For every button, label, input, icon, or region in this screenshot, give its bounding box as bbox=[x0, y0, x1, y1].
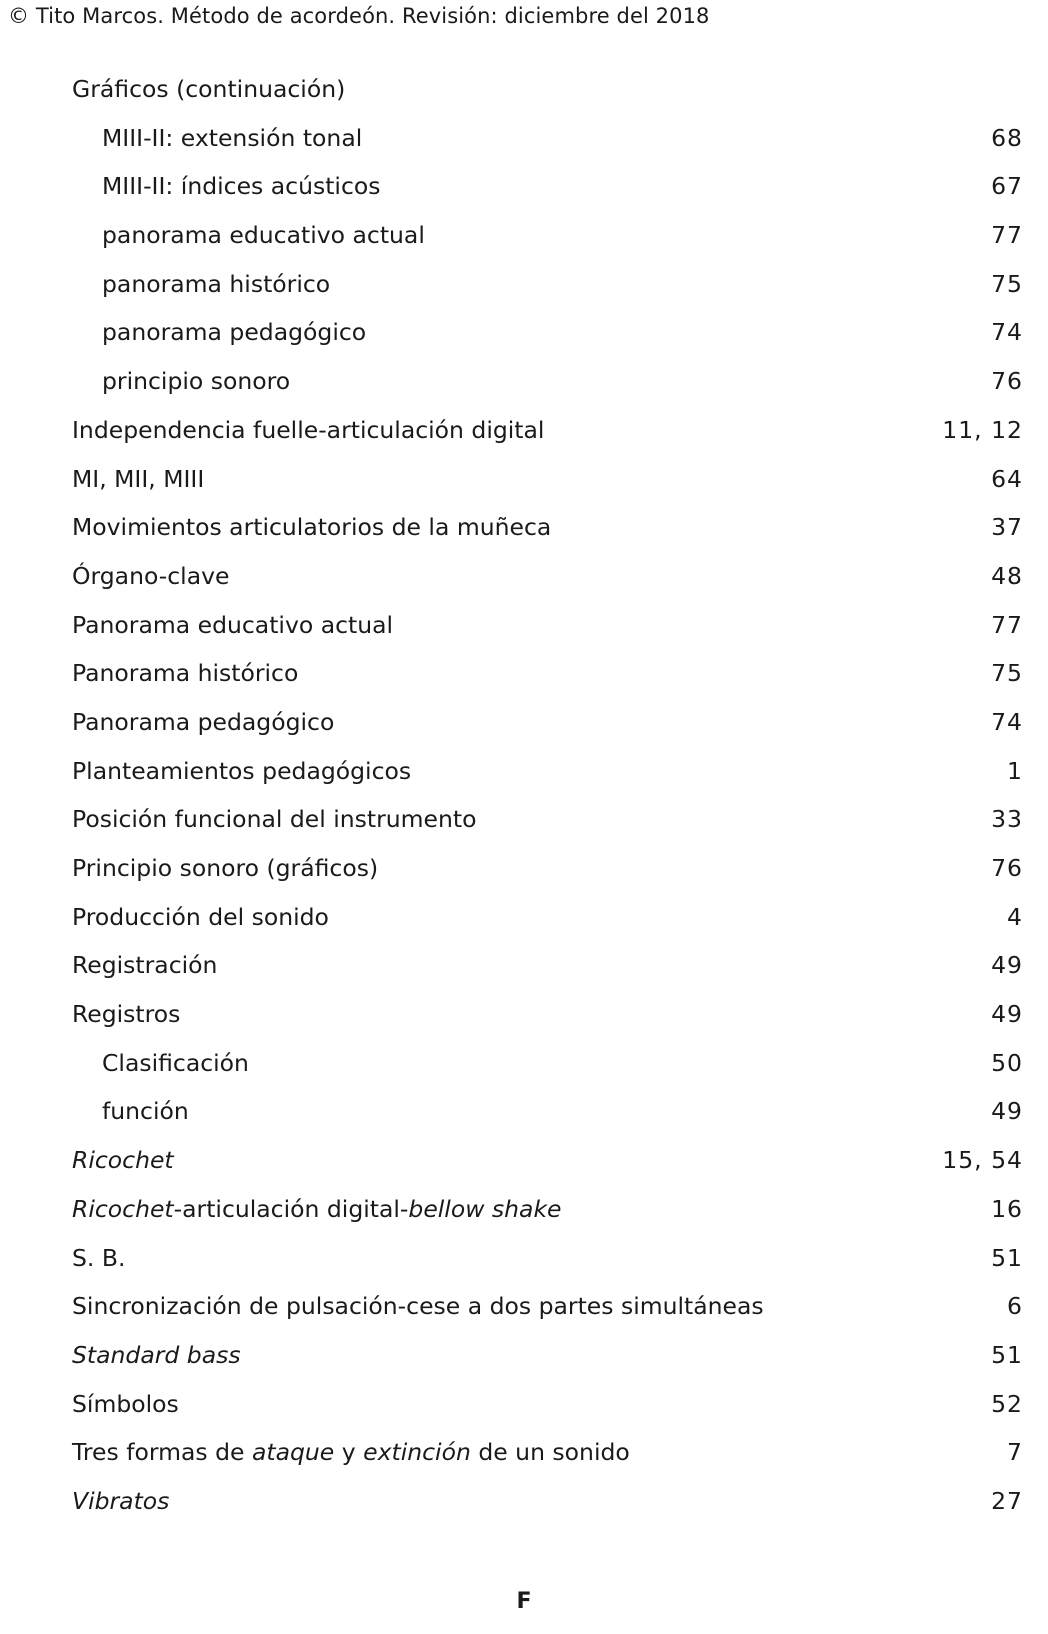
index-term-italic-part: Vibratos bbox=[72, 1486, 170, 1515]
index-term bbox=[72, 406, 544, 455]
index-page-numbers: 49 bbox=[991, 951, 1023, 980]
index-page-numbers: 68 bbox=[991, 123, 1023, 152]
index-entry bbox=[72, 1282, 1023, 1331]
index-entry bbox=[72, 649, 1023, 698]
index-entry bbox=[72, 941, 1023, 990]
index-entry bbox=[72, 795, 1023, 844]
index-term bbox=[72, 455, 204, 504]
index-term bbox=[72, 601, 393, 650]
index-term bbox=[72, 1331, 241, 1380]
index-term-part: Sincronización de pulsación-cese a dos partes simultáneas bbox=[72, 1292, 764, 1321]
index-term-part: S. B. bbox=[72, 1243, 126, 1272]
index-term-italic-part: Ricochet bbox=[72, 1146, 174, 1175]
index-term-part: panorama educativo actual bbox=[102, 221, 425, 250]
index-term bbox=[72, 747, 411, 796]
index-entry bbox=[72, 698, 1023, 747]
index-page-numbers: 11, 12 bbox=[942, 415, 1023, 444]
index-term-part: Panorama educativo actual bbox=[72, 610, 394, 639]
index-term bbox=[72, 795, 477, 844]
index-term-part: Posición funcional del instrumento bbox=[72, 805, 477, 834]
index-entry bbox=[72, 1380, 1023, 1429]
index-entry bbox=[72, 990, 1023, 1039]
index-term-italic-part: bellow shake bbox=[408, 1194, 562, 1223]
index-entry bbox=[72, 552, 1023, 601]
index-subentry bbox=[72, 211, 1023, 260]
index-term bbox=[72, 990, 180, 1039]
index-page-numbers: 1 bbox=[1007, 756, 1023, 785]
index-term bbox=[72, 552, 229, 601]
index-term-part: de un sonido bbox=[470, 1438, 630, 1467]
index-term-part: Principio sonoro (gráficos) bbox=[72, 854, 379, 882]
index-page-numbers: 75 bbox=[991, 659, 1023, 688]
index-term bbox=[72, 308, 366, 357]
index-subentry bbox=[72, 308, 1023, 357]
index-term-part: función bbox=[102, 1097, 189, 1126]
index-page-numbers: 74 bbox=[991, 707, 1023, 736]
index-page-numbers: 15, 54 bbox=[942, 1146, 1023, 1175]
index-subentry bbox=[72, 260, 1023, 309]
index-term-part: MIII-II: extensión tonal bbox=[102, 123, 363, 152]
index-page-numbers: 76 bbox=[991, 367, 1023, 396]
index-entry bbox=[72, 747, 1023, 796]
index-term bbox=[72, 1136, 174, 1185]
index-page-numbers: 51 bbox=[991, 1340, 1023, 1369]
index-term-part: MI, MII, MIII bbox=[72, 464, 205, 493]
index-term-italic-part: Ricochet bbox=[72, 1194, 174, 1223]
index-term bbox=[72, 1282, 764, 1331]
index-term-part: Órgano-clave bbox=[72, 561, 230, 590]
index-page-numbers: 7 bbox=[1007, 1438, 1023, 1467]
index-page-numbers: 6 bbox=[1007, 1292, 1023, 1321]
index-term-part: principio sonoro bbox=[102, 367, 291, 396]
index-list bbox=[72, 65, 1023, 1526]
index-term bbox=[72, 357, 290, 406]
index-term bbox=[72, 844, 378, 893]
index-page-numbers: 51 bbox=[991, 1243, 1023, 1272]
index-page-numbers: 74 bbox=[991, 318, 1023, 347]
index-term bbox=[72, 1428, 630, 1477]
index-term-part: Panorama pedagógico bbox=[72, 707, 335, 736]
index-term-part: Panorama histórico bbox=[72, 659, 299, 688]
index-entry bbox=[72, 406, 1023, 455]
index-entry bbox=[72, 65, 1023, 114]
index-term bbox=[72, 1477, 169, 1526]
index-term-part: Clasificación bbox=[102, 1048, 249, 1077]
index-page-numbers: 48 bbox=[991, 561, 1023, 590]
index-page-numbers: 33 bbox=[991, 805, 1023, 834]
index-entry bbox=[72, 844, 1023, 893]
index-term-part: Movimientos articulatorios de la muñeca bbox=[72, 513, 552, 542]
index-term bbox=[72, 65, 345, 114]
index-term-part: Independencia fuelle-articulación digital bbox=[72, 415, 545, 444]
index-term bbox=[72, 162, 381, 211]
index-entry bbox=[72, 1136, 1023, 1185]
index-term-part: Registración bbox=[72, 951, 218, 980]
index-page-numbers: 77 bbox=[991, 610, 1023, 639]
index-term bbox=[72, 260, 330, 309]
index-term-part: MIII-II: índices acústicos bbox=[102, 172, 381, 201]
index-entry bbox=[72, 1477, 1023, 1526]
index-page-numbers: 64 bbox=[991, 464, 1023, 493]
index-term bbox=[72, 1234, 125, 1283]
index-entry bbox=[72, 503, 1023, 552]
index-term bbox=[72, 1185, 562, 1234]
index-page-numbers: 27 bbox=[991, 1486, 1023, 1515]
index-term bbox=[72, 1039, 249, 1088]
index-term bbox=[72, 941, 217, 990]
index-term-part: Registros bbox=[72, 1000, 181, 1029]
index-subentry bbox=[72, 1039, 1023, 1088]
index-entry bbox=[72, 1234, 1023, 1283]
index-term-part: -articulación digital- bbox=[173, 1194, 409, 1223]
index-page-numbers: 49 bbox=[991, 1097, 1023, 1126]
index-term bbox=[72, 698, 334, 747]
index-page-numbers: 76 bbox=[991, 854, 1023, 882]
index-term-part: panorama histórico bbox=[102, 269, 331, 298]
index-term bbox=[72, 114, 362, 163]
index-term-italic-part: Standard bass bbox=[72, 1340, 241, 1369]
index-term-italic-part: ataque bbox=[251, 1438, 335, 1467]
index-entry bbox=[72, 1331, 1023, 1380]
index-term bbox=[72, 893, 329, 942]
index-page-numbers: 77 bbox=[991, 221, 1023, 250]
index-entry bbox=[72, 601, 1023, 650]
index-entry bbox=[72, 1428, 1023, 1477]
index-page-numbers: 16 bbox=[991, 1194, 1023, 1223]
index-entry bbox=[72, 455, 1023, 504]
index-term bbox=[72, 649, 298, 698]
index-term-part: Tres formas de bbox=[72, 1438, 252, 1467]
copyright-notice: © Tito Marcos. Método de acordeón. Revisión: diciembre del 2018 bbox=[8, 4, 710, 28]
index-term-part: y bbox=[334, 1438, 364, 1467]
index-subentry bbox=[72, 114, 1023, 163]
index-page-numbers: 37 bbox=[991, 513, 1023, 542]
index-term-italic-part: extinción bbox=[363, 1438, 471, 1467]
index-term-part: Producción del sonido bbox=[72, 902, 329, 931]
index-term bbox=[72, 211, 425, 260]
index-page-numbers: 50 bbox=[991, 1048, 1023, 1077]
index-page-numbers: 49 bbox=[991, 1000, 1023, 1029]
index-page-numbers: 67 bbox=[991, 172, 1023, 201]
index-term-part: Gráficos (continuación) bbox=[72, 75, 346, 103]
index-term bbox=[72, 1380, 179, 1429]
index-term bbox=[72, 1087, 189, 1136]
index-subentry bbox=[72, 357, 1023, 406]
index-page-numbers: 4 bbox=[1007, 902, 1023, 931]
section-letter: F bbox=[516, 1589, 532, 1614]
index-page-numbers: 52 bbox=[991, 1389, 1023, 1418]
index-entry bbox=[72, 1185, 1023, 1234]
index-term-part: Símbolos bbox=[72, 1389, 179, 1418]
index-entry bbox=[72, 893, 1023, 942]
index-term-part: Planteamientos pedagógicos bbox=[72, 756, 412, 785]
index-term-part: panorama pedagógico bbox=[102, 318, 367, 347]
index-subentry bbox=[72, 162, 1023, 211]
index-subentry bbox=[72, 1087, 1023, 1136]
index-term bbox=[72, 503, 551, 552]
index-page-numbers: 75 bbox=[991, 269, 1023, 298]
